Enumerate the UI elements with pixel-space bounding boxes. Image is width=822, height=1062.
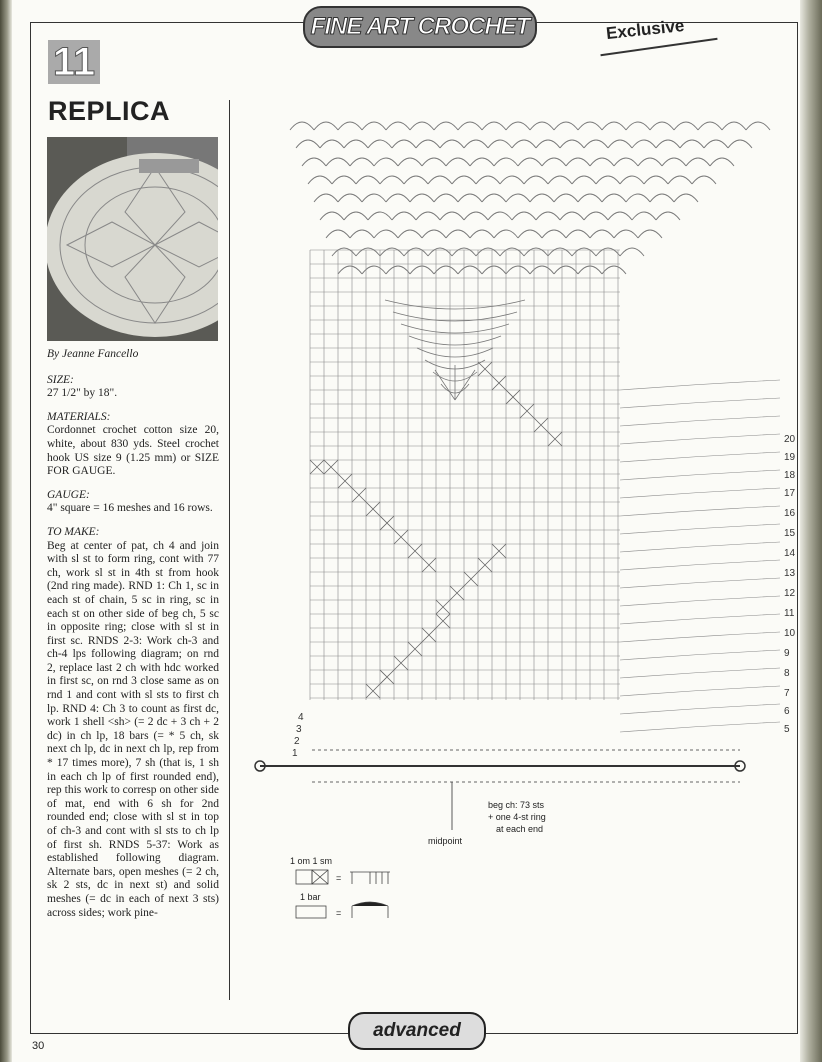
row-number: 15 (784, 528, 796, 539)
scallop-arc (656, 140, 680, 148)
scallop-arc (518, 158, 542, 166)
scallop-arc (434, 194, 458, 202)
row-number: 19 (784, 452, 796, 463)
legend-equals-2: = (336, 908, 342, 918)
scallop-arc (434, 266, 458, 274)
scallop-arc (458, 194, 482, 202)
row-number: 8 (784, 668, 790, 679)
scallop-arc (668, 176, 692, 184)
scallop-arc (524, 176, 548, 184)
scallop-arc (470, 158, 494, 166)
scallop-arc (554, 122, 578, 130)
scallop-arc (398, 230, 422, 238)
beg-ch-note-line-2: + one 4-st ring (488, 812, 546, 822)
scallop-arc (380, 176, 404, 184)
scallop-arc (608, 212, 632, 220)
row-number: 4 (298, 712, 304, 723)
scallop-arc (530, 122, 554, 130)
bar-line (620, 614, 780, 624)
page-binding-shadow-left (0, 0, 12, 1062)
scallop-arc (482, 266, 506, 274)
scallop-arc (386, 122, 410, 130)
scallop-arc (428, 176, 452, 184)
scallop-arc (332, 248, 356, 256)
row-number: 6 (784, 706, 790, 717)
size-label: SIZE: (47, 373, 74, 386)
scallop-arc (518, 230, 542, 238)
solid-mesh-x (492, 544, 506, 558)
scallop-arc (482, 122, 506, 130)
scallop-arc (620, 248, 644, 256)
scallop-arc (536, 212, 560, 220)
scallop-arc (446, 230, 470, 238)
scallop-arc (290, 122, 314, 130)
solid-mesh-x (464, 572, 478, 586)
scallop-arc (440, 140, 464, 148)
scallop-arc (434, 122, 458, 130)
doily-photo (47, 137, 218, 341)
scallop-arc (722, 122, 746, 130)
materials-label: MATERIALS: (47, 410, 111, 423)
scallop-arc (548, 248, 572, 256)
to-make-text: Beg at center of pat, ch 4 and join with sl st to form ring, cont with 77 ch, work sl st in 4th st from hook (2nd ring made). RND 1: Ch 1, sc in each st of chain, 5 sc in ring, sc in each st on other side of beg ch, 5 sc in opposite ring; close with sl st in first sc. RNDS 2-3: Work ch-3 and ch-4 lps following diagram; on rnd 2, replace last 2 ch with hdc worked in first sc, on rnd 3 close same as on rnd 1 and cont with sl sts to first ch lp. RND 4: Ch 3 to count as first dc, work 1 shell <sh> (= 2 dc + 3 ch + 2 dc) in ch lp, 18 bars (= * 5 ch, sk next ch lp, dc in next ch lp, rep from * 17 times more), 7 sh (that is, 1 sh in each ch lp of first rounded end), rep this work to corresp on other side of mat, end with 6 sh for 2nd rounded end; close with sl st in top of ch-3 and cont with sl sts to ch lp of first sh. RNDS 5-37: Work as established following diagram. Alternate bars, open meshes (= 2 ch, sk 2 sts, dc in next st) and solid meshes (= dc in each of next 3 sts) across sides; work pine- (47, 539, 219, 919)
pineapple-arc (393, 312, 517, 321)
row-number: 7 (784, 688, 790, 699)
solid-mesh-x (394, 530, 408, 544)
scallop-arc (554, 194, 578, 202)
scallop-arc (596, 248, 620, 256)
gauge-text: 4" square = 16 meshes and 16 rows. (47, 502, 213, 515)
solid-mesh-x (436, 600, 450, 614)
scallop-arc (386, 266, 410, 274)
materials-text: Cordonnet crochet cotton size 20, white, about 830 yds. Steel crochet hook US size 9 (1.25 mm) or SIZE FOR GAUGE. (47, 424, 219, 478)
scallop-arc (428, 248, 452, 256)
scallop-arc (584, 212, 608, 220)
scallop-arc (698, 122, 722, 130)
scallop-arc (494, 158, 518, 166)
scallop-arc (476, 248, 500, 256)
scallop-arc (374, 158, 398, 166)
gauge-label: GAUGE: (47, 488, 90, 501)
bar-line (620, 686, 780, 696)
scallop-arc (536, 140, 560, 148)
scallop-arc (320, 140, 344, 148)
scallop-arc (398, 158, 422, 166)
scallop-arc (566, 230, 590, 238)
scallop-arc (590, 158, 614, 166)
solid-mesh-x (492, 376, 506, 390)
pineapple-motif (385, 300, 525, 400)
row-number: 9 (784, 648, 790, 659)
pattern-number: 11 (48, 40, 100, 84)
solid-mesh-x (366, 502, 380, 516)
scallop-arc (554, 266, 578, 274)
row-numbers-left (292, 712, 304, 759)
scallop-arc (704, 140, 728, 148)
scallop-arc (362, 122, 386, 130)
row-number: 10 (784, 628, 796, 639)
pineapple-arc (385, 300, 525, 309)
scallop-arc (368, 140, 392, 148)
pineapple-arc (401, 324, 509, 333)
header-band-text: FINE ART CROCHET (310, 13, 530, 40)
scallop-arc (356, 176, 380, 184)
bar-line (620, 542, 780, 552)
scallop-arc (614, 230, 638, 238)
solid-mesh-x (408, 642, 422, 656)
scallop-arc (392, 140, 416, 148)
scallop-arc (422, 230, 446, 238)
scallop-arc (614, 158, 638, 166)
scallop-arc (482, 194, 506, 202)
scallop-arc (674, 122, 698, 130)
instructions-column (47, 348, 219, 930)
scallop-arc (692, 176, 716, 184)
solid-mesh-x (366, 684, 380, 698)
scallop-arc (440, 212, 464, 220)
scallop-arc (584, 140, 608, 148)
scallop-arc (374, 230, 398, 238)
row-number: 12 (784, 588, 796, 599)
advanced-skill-text: advanced (373, 1020, 461, 1041)
legend-open-solid-label: 1 om 1 sm (290, 856, 333, 866)
scallop-arc (512, 140, 536, 148)
scallop-arc (404, 248, 428, 256)
solid-mesh-x (534, 418, 548, 432)
author-credit: By Jeanne Fancello (47, 348, 139, 360)
scallop-arc (596, 176, 620, 184)
beg-ch-note-line-1: beg ch: 73 sts (488, 800, 545, 810)
scallop-arc (506, 194, 530, 202)
pattern-title: REPLICA (48, 96, 171, 126)
bar-line (620, 488, 780, 498)
scallop-arc (530, 194, 554, 202)
to-make-label: TO MAKE: (47, 525, 100, 538)
exclusive-label: Exclusive (605, 15, 686, 44)
bar-line (620, 722, 780, 732)
scallop-arc (446, 158, 470, 166)
scallop-arc (350, 230, 374, 238)
bar-line (620, 452, 780, 462)
midpoint-label: midpoint (428, 836, 463, 846)
scallop-arc (392, 212, 416, 220)
solid-mesh-x (338, 474, 352, 488)
scallop-arc (524, 248, 548, 256)
solid-mesh-x (478, 362, 492, 376)
scallop-arc (662, 158, 686, 166)
scallop-arc (296, 140, 320, 148)
scallop-arc (326, 158, 350, 166)
beginning-chain (255, 750, 745, 782)
scallop-arc (470, 230, 494, 238)
solid-mesh-x (310, 460, 324, 474)
scallop-arc (650, 122, 674, 130)
row-number: 20 (784, 434, 796, 445)
scallop-arc (488, 140, 512, 148)
advanced-skill-logo (348, 1012, 486, 1050)
row-numbers-right (784, 434, 796, 735)
scallop-arc (338, 266, 362, 274)
solid-mesh-x (394, 656, 408, 670)
scallop-arc (632, 140, 656, 148)
solid-mesh-x (422, 628, 436, 642)
scallop-arc (602, 194, 626, 202)
scallop-arc (608, 140, 632, 148)
symbol-legend (290, 856, 390, 918)
solid-mesh-x (352, 488, 366, 502)
scallop-arc (542, 158, 566, 166)
solid-mesh-x (422, 558, 436, 572)
bar-line (620, 560, 780, 570)
scallop-arc (314, 194, 338, 202)
outer-scallop-arcs (290, 122, 770, 274)
scallop-arc (416, 140, 440, 148)
scallop-arc (410, 122, 434, 130)
scallop-arc (602, 266, 626, 274)
scallop-arc (314, 122, 338, 130)
solid-mesh-x (380, 670, 394, 684)
scallop-arc (542, 230, 566, 238)
scallop-arc (560, 212, 584, 220)
scallop-arc (452, 176, 476, 184)
scallop-arc (368, 212, 392, 220)
scallop-arc (572, 176, 596, 184)
scallop-arc (362, 266, 386, 274)
scallop-arc (404, 176, 428, 184)
row-number: 13 (784, 568, 796, 579)
pineapple-arc (417, 348, 493, 357)
page-edge-shadow-right (800, 0, 822, 1062)
scallop-arc (410, 194, 434, 202)
scallop-arc (356, 248, 380, 256)
solid-mesh-x (506, 390, 520, 404)
scallop-arc (530, 266, 554, 274)
bar-line (620, 416, 780, 426)
scallop-arc (602, 122, 626, 130)
scallop-arc (506, 122, 530, 130)
scallop-arc (362, 194, 386, 202)
scallop-arc (338, 122, 362, 130)
scallop-arc (344, 140, 368, 148)
scallop-arc (644, 176, 668, 184)
solid-mesh-x (478, 558, 492, 572)
beg-ch-note-line-3: at each end (496, 824, 544, 834)
row-number: 14 (784, 548, 796, 559)
bar-line (620, 524, 780, 534)
legend-equals-1: = (336, 873, 342, 883)
bar-line (620, 434, 780, 444)
scallop-arc (320, 212, 344, 220)
pineapple-tip (435, 365, 475, 400)
solid-mesh-x (408, 544, 422, 558)
scallop-arc (626, 194, 650, 202)
scallop-arc (344, 212, 368, 220)
row-number: 2 (294, 736, 300, 747)
scallop-arc (650, 194, 674, 202)
scallop-arc (488, 212, 512, 220)
scallop-arc (416, 212, 440, 220)
scallop-arc (422, 158, 446, 166)
bar-line (620, 398, 780, 408)
scallop-arc (680, 140, 704, 148)
bar-line (620, 632, 780, 642)
scallop-arc (326, 230, 350, 238)
bar-line (620, 650, 780, 660)
beg-ch-note (488, 800, 546, 834)
scallop-arc (578, 194, 602, 202)
scallop-arc (626, 122, 650, 130)
legend-bar-label: 1 bar (300, 892, 321, 902)
scallop-arc (350, 158, 374, 166)
bar-line (620, 470, 780, 480)
scallop-arc (638, 230, 662, 238)
bar-line (620, 578, 780, 588)
scallop-arc (500, 176, 524, 184)
scallop-arc (710, 158, 734, 166)
row-number: 18 (784, 470, 796, 481)
scallop-arc (302, 158, 326, 166)
row-number: 17 (784, 488, 796, 499)
bar-line (620, 506, 780, 516)
solid-mesh-x (436, 614, 450, 628)
bar-line (620, 596, 780, 606)
scallop-arc (638, 158, 662, 166)
scallop-arc (500, 248, 524, 256)
filet-mesh-grid (310, 250, 780, 732)
scallop-arc (308, 176, 332, 184)
scallop-arc (494, 230, 518, 238)
scallop-arc (560, 140, 584, 148)
solid-mesh-x (520, 404, 534, 418)
scallop-arc (656, 212, 680, 220)
scallop-arc (464, 140, 488, 148)
scallop-arc (464, 212, 488, 220)
bar-line (620, 380, 780, 390)
scallop-arc (458, 122, 482, 130)
scallop-arc (566, 158, 590, 166)
scallop-arc (590, 230, 614, 238)
scallop-arc (338, 194, 362, 202)
solid-mesh-x (548, 432, 562, 446)
scallop-arc (632, 212, 656, 220)
scallop-arc (674, 194, 698, 202)
column-divider (229, 100, 230, 1000)
solid-mesh-x (450, 586, 464, 600)
bar-line (620, 704, 780, 714)
pineapple-arc (409, 336, 501, 345)
scallop-arc (476, 176, 500, 184)
scallop-arc (506, 266, 530, 274)
row-number: 1 (292, 748, 298, 759)
scallop-arc (578, 122, 602, 130)
size-text: 27 1/2" by 18". (47, 387, 118, 400)
scallop-arc (386, 194, 410, 202)
scallop-arc (620, 176, 644, 184)
page-number: 30 (32, 1040, 45, 1052)
solid-mesh-x (380, 516, 394, 530)
scallop-arc (686, 158, 710, 166)
row-number: 3 (296, 724, 302, 735)
scallop-arc (332, 176, 356, 184)
scallop-arc (512, 212, 536, 220)
scallop-arc (728, 140, 752, 148)
scallop-arc (380, 248, 404, 256)
row-number: 16 (784, 508, 796, 519)
scallop-arc (458, 266, 482, 274)
header-band (303, 6, 537, 48)
bar-line (620, 668, 780, 678)
solid-mesh-x (324, 460, 338, 474)
scallop-arc (746, 122, 770, 130)
scallop-arc (572, 248, 596, 256)
crochet-diagram (240, 60, 800, 1000)
row-number: 11 (784, 608, 795, 619)
scallop-arc (548, 176, 572, 184)
row-number: 5 (784, 724, 790, 735)
